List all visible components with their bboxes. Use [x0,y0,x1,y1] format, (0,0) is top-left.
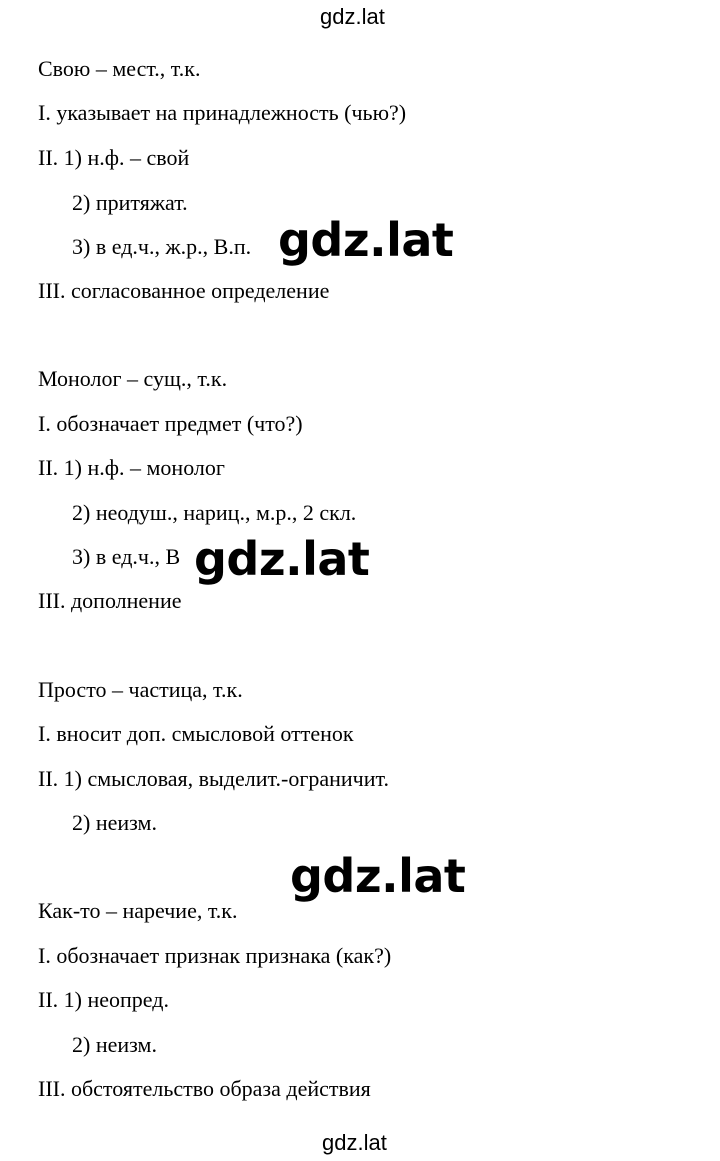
watermark-mid2: gdz.lat [194,532,370,586]
block2-head: Монолог – сущ., т.к. [38,366,228,391]
block3-head: Просто – частица, т.к. [38,677,243,702]
block1-line5: III. согласованное определение [38,278,330,303]
watermark-top: gdz.lat [320,4,385,29]
block2-line1: I. обозначает предмет (что?) [38,411,303,436]
watermark-bottom: gdz.lat [322,1130,387,1155]
block4-line2: II. 1) неопред. [38,987,169,1012]
block4-line1: I. обозначает признак признака (как?) [38,943,392,968]
watermark-mid3: gdz.lat [290,849,466,903]
block2-line2: II. 1) н.ф. – монолог [38,455,225,480]
block1-line2: II. 1) н.ф. – свой [38,145,190,170]
block1-line1: I. указывает на принадлежность (чью?) [38,100,407,125]
block1-head: Свою – мест., т.к. [38,56,201,81]
block2-line3: 2) неодуш., нариц., м.р., 2 скл. [72,500,357,525]
block4-head: Как-то – наречие, т.к. [38,898,238,923]
block4-line4: III. обстоятельство образа действия [38,1076,371,1101]
block2-line4: 3) в ед.ч., В [72,544,181,569]
watermark-mid1: gdz.lat [278,213,454,267]
block3-line1: I. вносит доп. смысловой оттенок [38,721,354,746]
block1-line3: 2) притяжат. [72,190,188,215]
block3-line3: 2) неизм. [72,810,157,835]
block2-line5: III. дополнение [38,588,182,613]
block3-line2: II. 1) смысловая, выделит.-ограничит. [38,766,389,791]
block1-line4: 3) в ед.ч., ж.р., В.п. [72,234,252,259]
block4-line3: 2) неизм. [72,1032,157,1057]
